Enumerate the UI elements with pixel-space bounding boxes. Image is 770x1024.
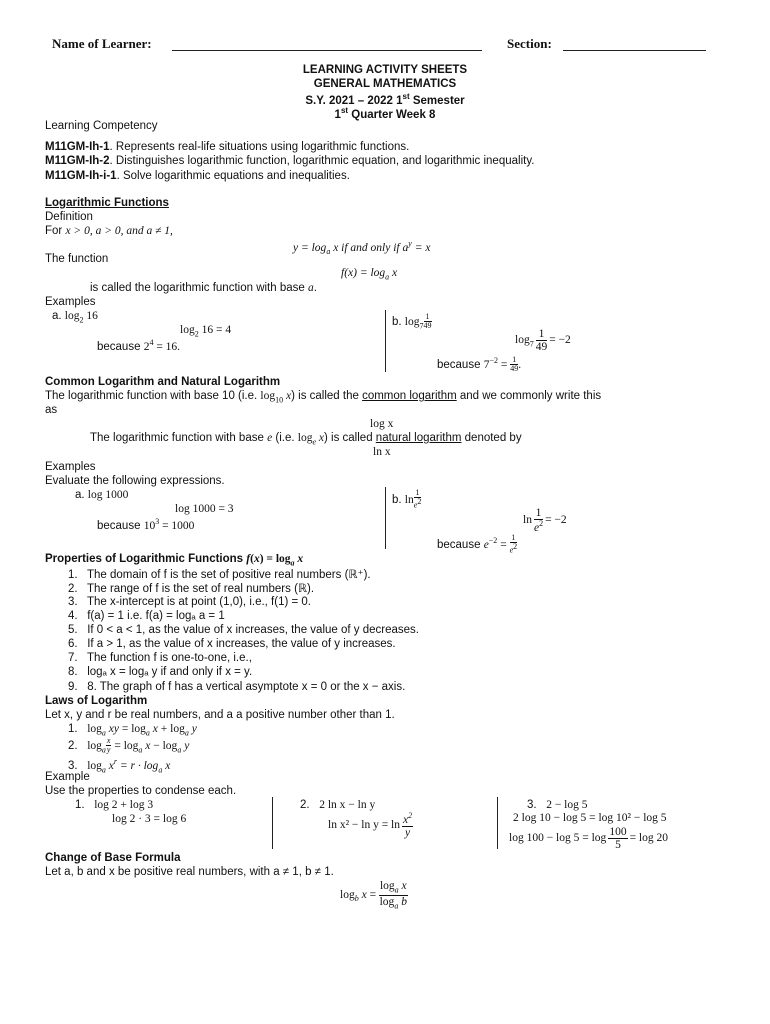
the-function-label: The function [45,253,109,265]
example-a-1-result: $\log_2 16 = 4$ [180,324,232,339]
law-item: 2. $\log_a$ $\frac{x}{y}$ = $\log_a x - \log_a y$ [68,736,190,755]
example-b-1: b. $\log_7$ $\frac{1}{49}$ [392,312,432,331]
property-item: 9. 8. The graph of f has a vertical asymptote x = 0 or the x − axis. [68,681,406,693]
common-log-line: The logarithmic function with base 10 (i.e. $\log_{10} x$) is called the common logarithm and we commonly write this [45,390,602,405]
example-a-1-because: because $2^4 = 16$. [97,338,181,353]
evaluate-instruction: Evaluate the following expressions. [45,475,225,487]
definition-equivalence: $y = \log_a x$ if and only if $a^y = x$ [293,239,431,257]
example-b-1-result: $\log_7$ $\frac{1}{49}$ = −2 [515,328,571,354]
definition-condition: For x > 0, a > 0, and a ≠ 1, [45,225,173,237]
condense-3-answer-2: log 100 − log 5 = log $\frac{100}{5}$ = log 20 [509,826,668,852]
natural-log-notation: ln x [373,446,391,458]
section-field[interactable] [563,50,706,51]
definition-label: Definition [45,211,93,223]
example-a-1: a. $\log_2 16$ [52,310,98,325]
name-field[interactable] [172,50,482,51]
name-label: Name of Learner: [52,36,152,51]
condense-2-answer: ln x² − ln y = ln $\frac{x^2}{y}$ [328,811,413,839]
function-definition: $f(x) = \log_a x$ [341,267,398,282]
condense-2: 2. 2 ln x − ln y [300,799,376,811]
property-item: 8. logₐ x = logₐ y if and only if x = y. [68,666,253,678]
competency-item: M11GM-Ih-1. Represents real-life situations using logarithmic functions. [45,141,410,153]
properties-heading: Properties of Logarithmic Functions $f(x) = \log_a x$ [45,553,304,568]
log-functions-heading: Logarithmic Functions [45,197,169,209]
property-item: 7. The function f is one-to-one, i.e., [68,652,252,664]
common-log-notation: log x [370,418,394,430]
title-line-4: 1st Quarter Week 8 [334,106,436,121]
example-a-2-because: because $10^3 = 1000$ [97,517,195,532]
condense-1-answer: log 2 · 3 = log 6 [112,813,187,825]
example-a-2: a. log 1000 [75,489,129,501]
property-item: 2. The range of f is the set of real numbers (ℝ). [68,583,315,595]
title-line-2: GENERAL MATHEMATICS [313,78,457,90]
law-item: 3. $\log_a x^r = r \cdot \log_a x$ [68,757,171,775]
title-line-1: LEARNING ACTIVITY SHEETS [302,64,468,76]
condense-instruction: Use the properties to condense each. [45,785,237,797]
section-label: Section: [507,36,552,51]
property-item: 1. The domain of f is the set of positive real numbers (ℝ⁺). [68,569,371,581]
example-label: Example [45,771,90,783]
condense-1: 1. log 2 + log 3 [75,799,154,811]
change-base-heading: Change of Base Formula [45,852,181,864]
property-item: 6. If a > 1, as the value of x increases, the value of y increases. [68,638,396,650]
law-item: 1. $\log_a$ xy = $\log_a x + \log_a y$ [68,723,197,738]
example-b-2-result: ln $\frac{1}{e^2}$ = −2 [523,507,567,534]
laws-heading: Laws of Logarithm [45,695,148,707]
examples-label: Examples [45,461,96,473]
competency-item: M11GM-Ih-i-1. Solve logarithmic equations and inequalities. [45,170,350,182]
competency-item: M11GM-Ih-2. Distinguishes logarithmic function, logarithmic equation, and logarithmic inequality. [45,155,535,167]
title-line-3: S.Y. 2021 – 2022 1st Semester [305,92,465,107]
property-item: 3. The x-intercept is at point (1,0), i.e., f(1) = 0. [68,596,311,608]
common-natural-heading: Common Logarithm and Natural Logarithm [45,376,281,388]
condense-3-answer-1: 2 log 10 − log 5 = log 10² − log 5 [513,812,667,824]
divider [272,797,273,849]
condense-3: 3. 2 − log 5 [527,799,588,811]
examples-label: Examples [45,296,96,308]
property-item: 4. f(a) = 1 i.e. f(a) = logₐ a = 1 [68,610,225,622]
example-b-2-because: because $e^{-2}$ = $\frac{1}{e^2}$ [437,533,518,556]
divider [385,487,386,549]
divider [385,310,386,372]
change-base-formula: $\log_b x$ = $\frac{\log_a x}{\log_a b}$ [340,880,407,910]
divider [497,797,498,849]
common-log-line-2: as [45,404,58,416]
competency-heading: Learning Competency [45,120,158,132]
example-a-2-result: log 1000 = 3 [175,503,234,515]
natural-log-line: The logarithmic function with base e (i.e. $\log_e x$) is called natural logarithm denoted by [90,432,522,447]
example-b-1-because: because $7^{-2}$ = $\frac{1}{49}$ . [437,355,522,374]
property-item: 5. If 0 < a < 1, as the value of x increases, the value of y decreases. [68,624,419,636]
change-base-intro: Let a, b and x be positive real numbers, with a ≠ 1, b ≠ 1. [45,866,334,878]
example-b-2: b. ln $\frac{1}{e^2}$ [392,488,422,511]
function-called: is called the logarithmic function with base a. [90,282,317,294]
laws-intro: Let x, y and r be real numbers, and a a positive number other than 1. [45,709,395,721]
